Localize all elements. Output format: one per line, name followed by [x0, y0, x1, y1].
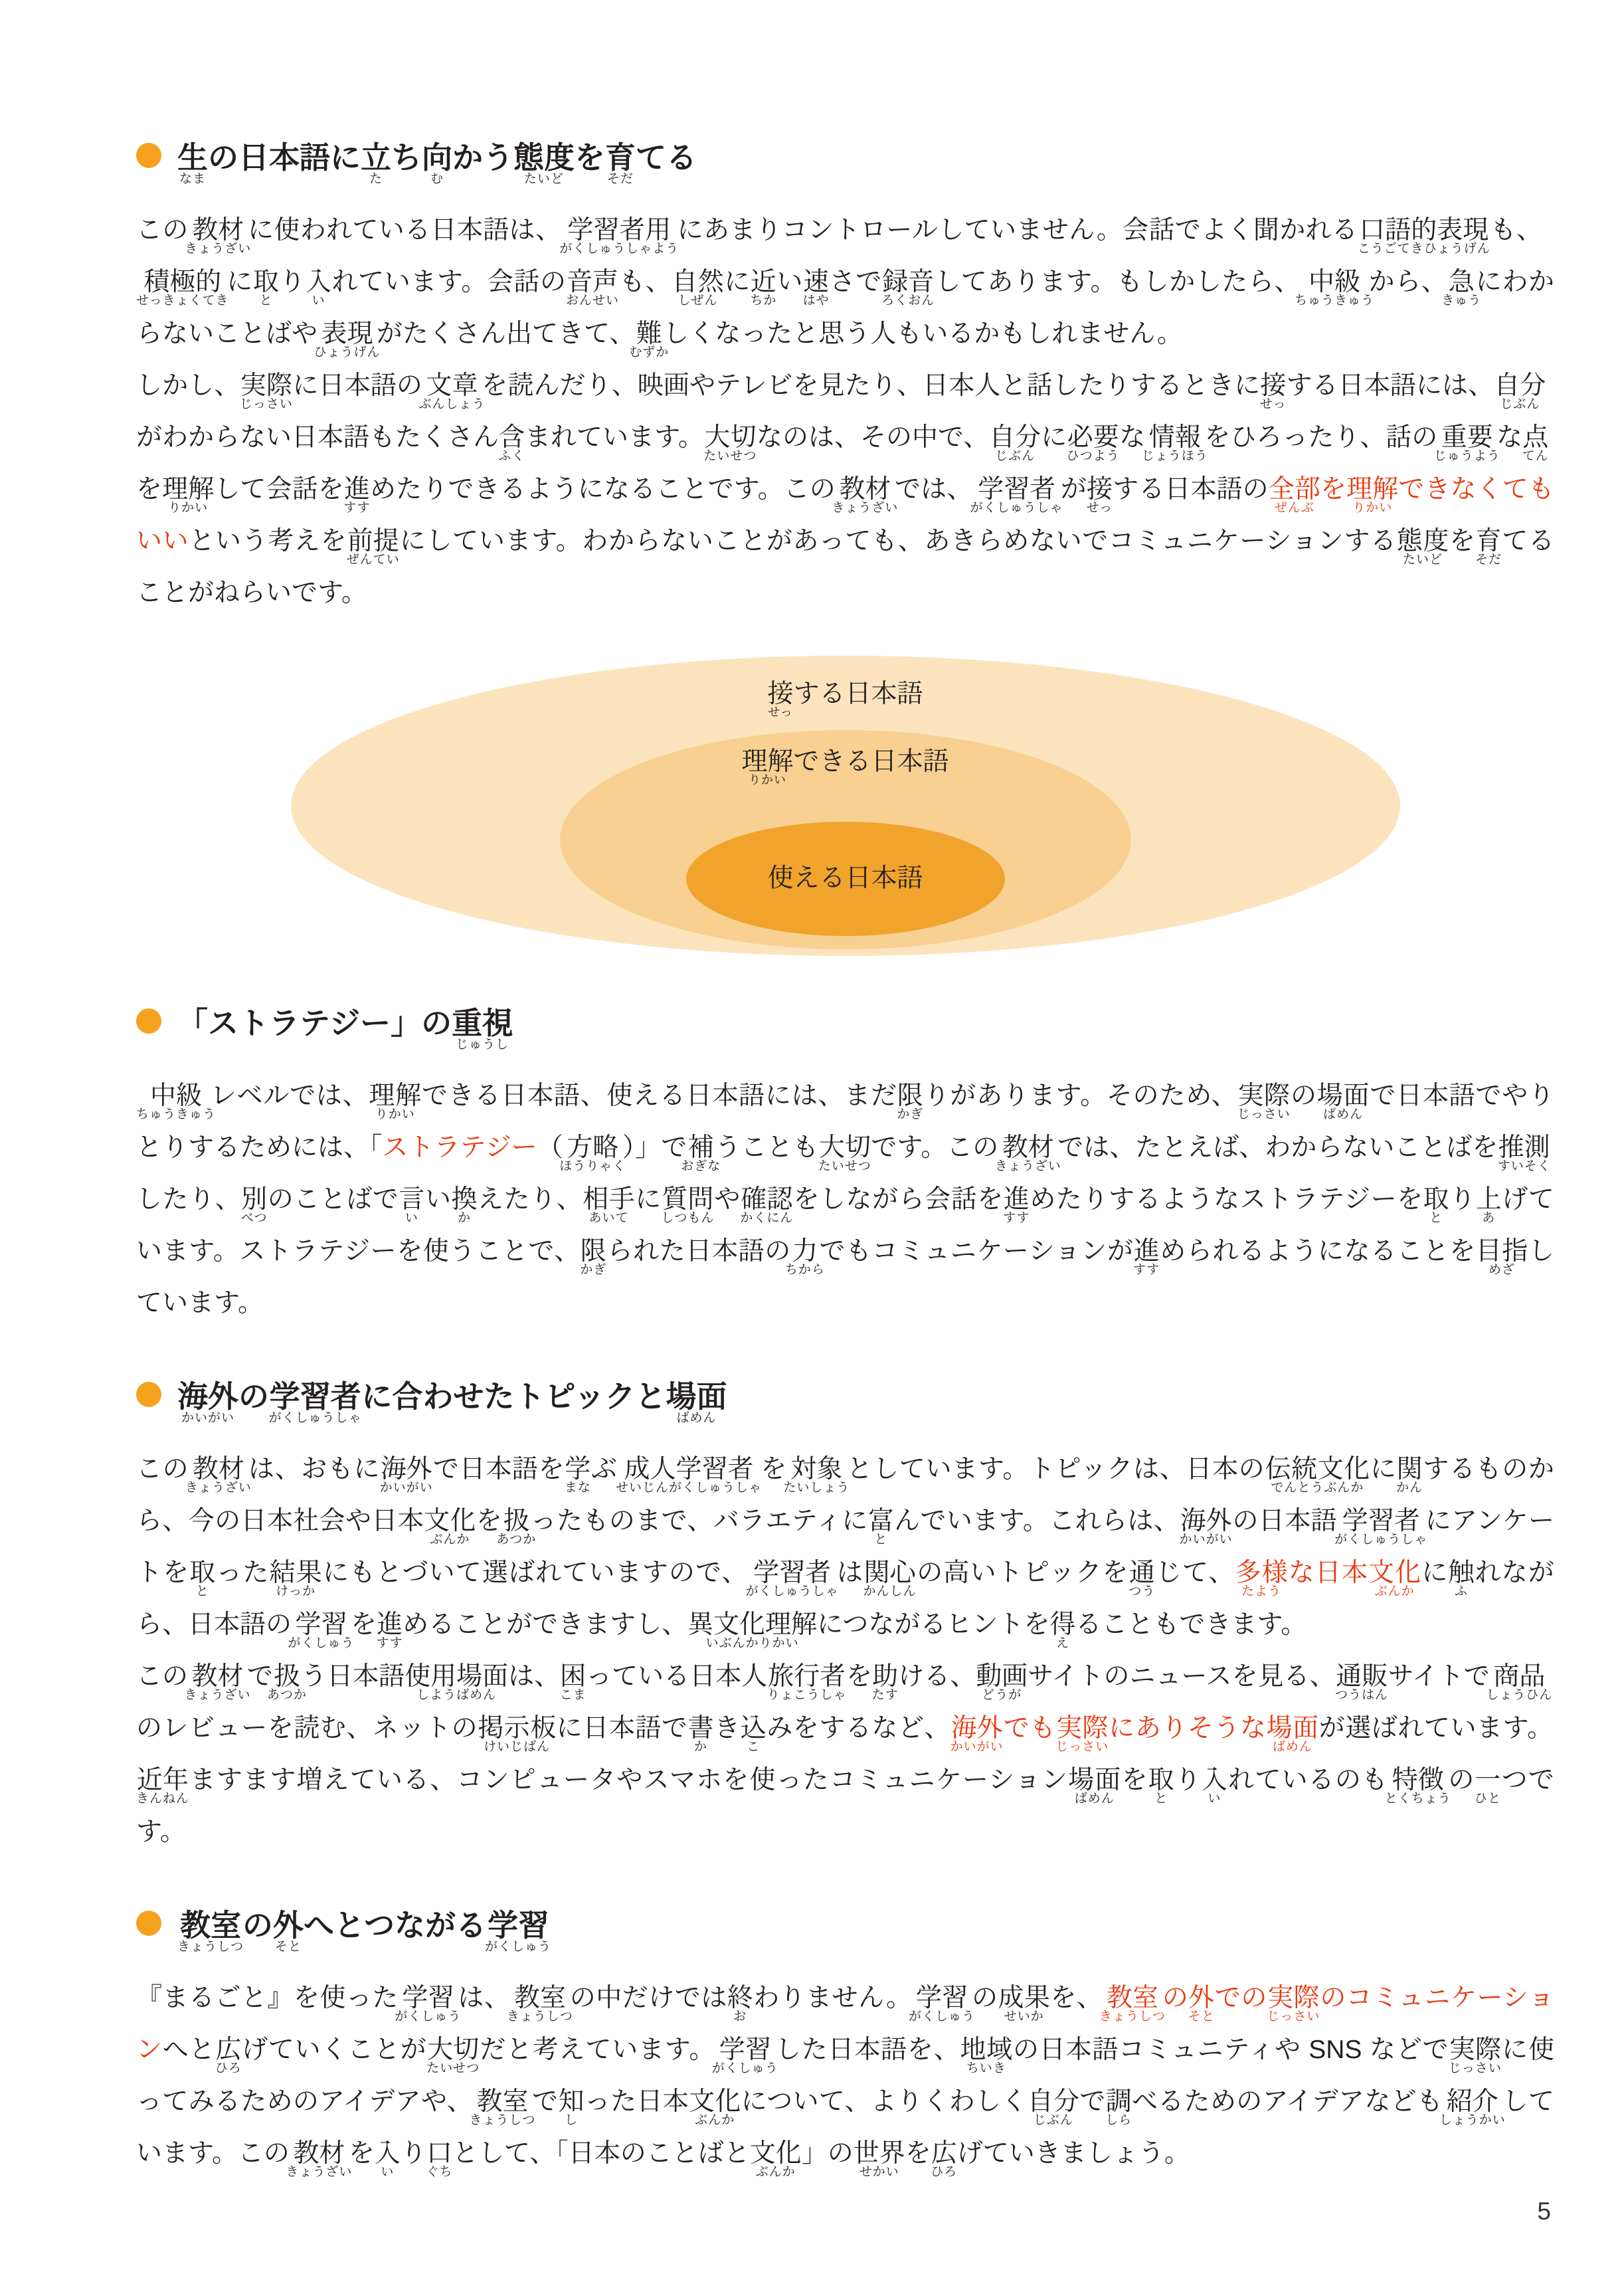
section-body: [136, 1070, 1554, 1329]
orange-bullet-icon: [136, 1008, 161, 1034]
section-heading-text: 生なまの日本語に立たち向むかう態度たいどを育そだてる: [177, 140, 697, 186]
ellipse-inner-usable-japanese: [686, 822, 1005, 936]
paragraph: しかし、実際じっさいに日本語の文章ぶんしょうを読んだり、映画やテレビを見たり、日本人と話したりするときに接せっする日本語には、自分じぶんがわからない日本語もたくさん含ふくまれています。大切たいせつなのは、その中で、自分じぶんに必要ひつような情報じょうほうをひろったり、話の重要じゅうような点てんを理解りかいして会話を進すすめたりできるようになることです。この教材きょうざいでは、学習者がくしゅうしゃが接せっする日本語の全部ぜんぶを理解りかいできなくてもいいという考えを前提ぜんていにしています。わからないことがあっても、あきらめないでコミュニケーションする態度たいどを育そだてることがねらいです。: [136, 371, 1554, 607]
ellipse-middle-label: 理解りかいできる日本語: [741, 747, 949, 787]
section-heading-text: 「ストラテジー」の重視じゅうし: [177, 1006, 513, 1052]
section-body: [136, 205, 1554, 619]
orange-bullet-icon: [136, 143, 161, 168]
section-beyond-classroom: [136, 1907, 1554, 2180]
paragraph: この教材きょうざいで扱あつかう日本語使用場面しようばめんは、困こまっている日本人旅行者りょこうしゃを助たすける、動画どうがサイトのニュースを見る、通販つうはんサイトで商品しょうひんのレビューを読む、ネットの掲示板けいじばんに日本語で書かき込こみをするなど、海外かいがいでも実際じっさいにありそうな場面ばめんが選ばれています。近年きんねんますます増えている、コンピュータやスマホを使ったコミュニケーション場面ばめんを取とり入いれているのも特徴とくちょうの一ひとつです。: [136, 1662, 1554, 1846]
section-heading-text: 教室きょうしつの外そとへとつながる学習がくしゅう: [177, 1908, 552, 1954]
paragraph: 『まるごと』を使った学習がくしゅうは、教室きょうしつの中だけでは終おわりません。学習がくしゅうの成果せいかを、教室きょうしつの外そとでの実際じっさいのコミュニケーションへと広ひろげていくことが大切たいせつだと考えています。学習がくしゅうした日本語を、地域ちいきの日本語コミュニティや SNS などで実際じっさいに使ってみるためのアイデアや、教室きょうしつで知しった日本文化ぶんかについて、よりくわしく自分じぶんで調しらべるためのアイデアなども紹介しょうかいしています。この教材きょうざいを入いり口ぐちとして、「日本のことばと文化ぶんか」の世界せかいを広ひろげていきましょう。: [136, 1984, 1554, 2179]
section-body: [136, 1444, 1554, 1858]
section-heading: [136, 140, 1554, 185]
ellipse-outer-label: 接せっする日本語: [767, 680, 923, 719]
paragraph: 中級ちゅうきゅうレベルでは、理解りかいできる日本語、使える日本語には、まだ限かぎりがあります。そのため、実際じっさいの場面ばめんで日本語でやりとりするためには、「ストラテジー（方略ほうりゃく）」で補おぎなうことも大切たいせつです。この教材きょうざいでは、たとえば、わからないことばを推測すいそくしたり、別べつのことばで言いい換かえたり、相手あいてに質問しつもんや確認かくにんをしながら会話を進すすめたりするようなストラテジーを取とり上あげています。ストラテジーを使うことで、限かぎられた日本語の力ちからでもコミュニケーションが進すすめられるようになることを目指めざしています。: [136, 1082, 1554, 1317]
section-heading: [136, 1907, 1554, 1952]
paragraph: この教材きょうざいは、おもに海外かいがいで日本語を学まなぶ成人学習者せいじんがくしゅうしゃを対象たいしょうとしています。トピックは、日本の伝統文化でんとうぶんかに関かんするものから、今の日本社会や日本文化ぶんかを扱あつかったものまで、バラエティに富とんでいます。これらは、海外かいがいの日本語学習者がくしゅうしゃにアンケートを取とった結果けっかにもとづいて選ばれていますので、学習者がくしゅうしゃは関心かんしんの高いトピックを通つうじて、多様たような日本文化ぶんかに触ふれながら、日本語の学習がくしゅうを進すすめることができますし、異文化理解いぶんかりかいにつながるヒントを得えることもできます。: [136, 1455, 1554, 1650]
ellipse-middle-understandable-japanese: [560, 730, 1131, 949]
paragraph: この教材きょうざいに使われている日本語は、学習者用がくしゅうしゃようにあまりコントロールしていません。会話でよく聞かれる口語的表現こうごてきひょうげんも、積極的せっきょくてきに取とり入いれています。会話の音声おんせいも、自然しぜんに近ちかい速はやさで録音ろくおんしてあります。もしかしたら、中級ちゅうきゅうから、急きゅうにわからないことばや表現ひょうげんがたくさん出てきて、難むずかしくなったと思う人もいるかもしれません。: [136, 216, 1554, 359]
section-heading: [136, 1378, 1554, 1424]
nested-ellipse-diagram: [291, 656, 1400, 956]
orange-bullet-icon: [136, 1382, 161, 1407]
section-attitude: [136, 140, 1554, 619]
section-strategy: [136, 1005, 1554, 1329]
ellipse-outer-encountered-japanese: [291, 656, 1400, 956]
page-number: 5: [1537, 2198, 1551, 2225]
orange-bullet-icon: [136, 1911, 161, 1936]
section-body: [136, 1972, 1554, 2180]
ellipse-inner-label: 使える日本語: [767, 864, 923, 893]
section-overseas-learners: [136, 1378, 1554, 1858]
section-heading: [136, 1005, 1554, 1050]
section-heading-text: 海外かいがいの学習者がくしゅうしゃに合わせたトピックと場面ばめん: [177, 1379, 727, 1425]
